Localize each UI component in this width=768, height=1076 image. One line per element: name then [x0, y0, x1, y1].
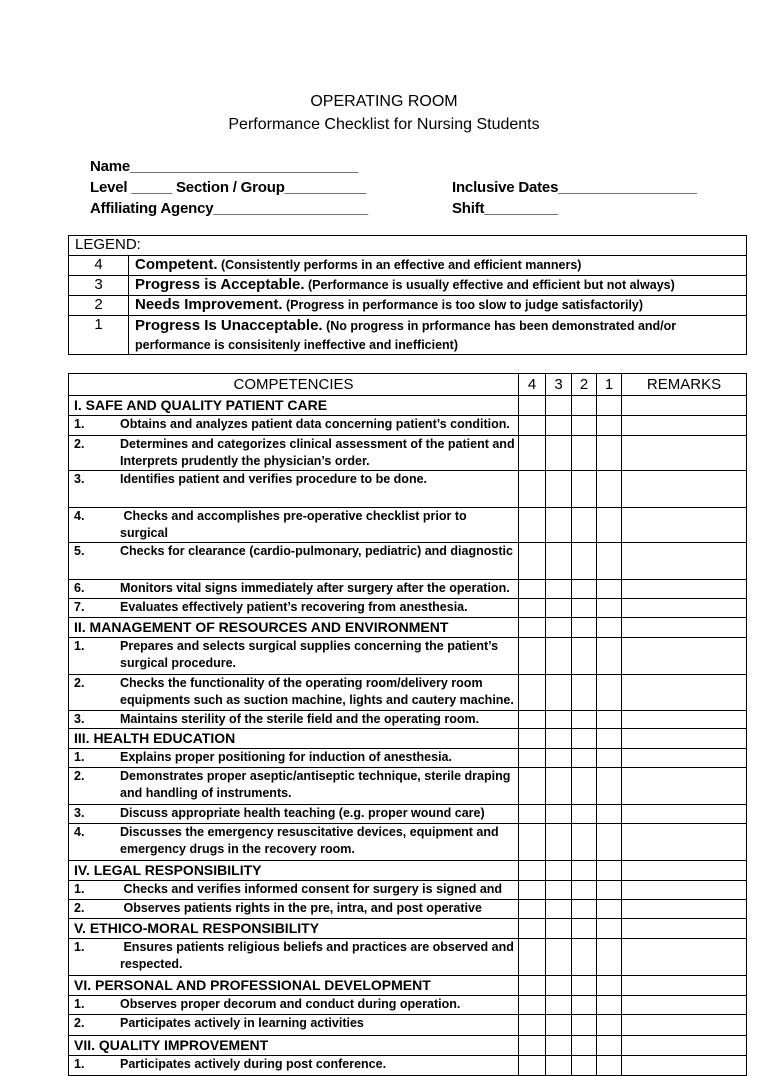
score-1-cell[interactable] [597, 599, 622, 618]
score-2-cell[interactable] [572, 900, 597, 919]
item-text: Checks the functionality of the operating room/delivery room equipments such as suction machine, lights and cautery machine. [120, 676, 514, 707]
score-4-cell[interactable] [519, 638, 546, 675]
score-2-cell[interactable] [572, 824, 597, 861]
item-text: Demonstrates proper aseptic/antiseptic technique, sterile draping and handling of instruments. [120, 769, 511, 800]
score-2-cell[interactable] [572, 768, 597, 805]
score-2-cell[interactable] [572, 543, 597, 580]
score-1-cell[interactable] [597, 881, 622, 900]
item-text: Checks for clearance (cardio-pulmonary, pediatric) and diagnostic [120, 544, 513, 558]
section-title: III. HEALTH EDUCATION [69, 729, 519, 749]
competency-row [69, 805, 747, 824]
header-competencies: COMPETENCIES [69, 374, 519, 396]
competency-row [69, 1015, 747, 1036]
score-1-cell[interactable] [597, 638, 622, 675]
legend-term: Competent. [135, 256, 218, 273]
remarks-cell[interactable] [622, 508, 747, 543]
score-2-cell[interactable] [572, 675, 597, 711]
competency-row [69, 675, 747, 711]
section-row [69, 396, 747, 416]
remarks-cell[interactable] [622, 768, 747, 805]
score-2-cell[interactable] [572, 749, 597, 768]
section-blank-cell [546, 976, 572, 996]
score-1-cell[interactable] [597, 471, 622, 508]
affiliating-agency-field[interactable]: Affiliating Agency___________________ [90, 200, 369, 217]
competency-text-cell [69, 711, 519, 729]
section-title: VII. QUALITY IMPROVEMENT [69, 1036, 519, 1056]
competency-row [69, 749, 747, 768]
item-number: 2. [74, 676, 85, 690]
score-1-cell[interactable] [597, 543, 622, 580]
score-3-cell[interactable] [546, 900, 572, 919]
remarks-cell[interactable] [622, 881, 747, 900]
competency-row [69, 638, 747, 675]
remarks-cell[interactable] [622, 543, 747, 580]
score-3-cell[interactable] [546, 599, 572, 618]
score-1-cell[interactable] [597, 939, 622, 976]
score-4-cell[interactable] [519, 436, 546, 471]
score-4-cell[interactable] [519, 881, 546, 900]
competency-text-cell [69, 1056, 519, 1076]
section-blank-cell [597, 861, 622, 881]
score-2-cell[interactable] [572, 580, 597, 599]
header-remarks: REMARKS [622, 374, 747, 396]
header-score-1: 1 [597, 374, 622, 396]
item-number: 1. [74, 940, 85, 954]
competency-text-cell [69, 749, 519, 768]
section-blank-cell [597, 396, 622, 416]
legend-num: 1 [69, 316, 129, 355]
score-4-cell[interactable] [519, 1056, 546, 1076]
item-number: 2. [74, 901, 85, 915]
remarks-cell[interactable] [622, 824, 747, 861]
item-number: 2. [74, 437, 85, 451]
score-3-cell[interactable] [546, 1015, 572, 1036]
remarks-cell[interactable] [622, 416, 747, 436]
name-field[interactable]: Name____________________________ [90, 158, 359, 175]
section-blank-cell [519, 396, 546, 416]
competency-text-cell [69, 599, 519, 618]
score-4-cell[interactable] [519, 768, 546, 805]
score-3-cell[interactable] [546, 580, 572, 599]
competency-row [69, 543, 747, 580]
remarks-cell[interactable] [622, 900, 747, 919]
section-title: VI. PERSONAL AND PROFESSIONAL DEVELOPMENT [69, 976, 519, 996]
score-1-cell[interactable] [597, 416, 622, 436]
item-number: 1. [74, 750, 85, 764]
score-2-cell[interactable] [572, 416, 597, 436]
section-blank-cell [622, 729, 747, 749]
competency-text-cell [69, 416, 519, 436]
competency-row [69, 508, 747, 543]
legend-label: LEGEND: [69, 236, 747, 256]
document-title: OPERATING ROOM [310, 93, 458, 110]
item-text: Checks and accomplishes pre-operative checklist prior to surgical [120, 509, 467, 540]
score-2-cell[interactable] [572, 881, 597, 900]
competency-text-cell [69, 900, 519, 919]
shift-field[interactable]: Shift_________ [452, 200, 558, 217]
score-1-cell[interactable] [597, 996, 622, 1015]
item-text: Observes patients rights in the pre, intra, and post operative [120, 901, 482, 915]
remarks-cell[interactable] [622, 1015, 747, 1036]
competency-row [69, 580, 747, 599]
competency-text-cell [69, 1015, 519, 1036]
competency-row [69, 900, 747, 919]
score-3-cell[interactable] [546, 471, 572, 508]
header-score-4: 4 [519, 374, 546, 396]
section-blank-cell [597, 1036, 622, 1056]
legend-row [69, 256, 747, 276]
remarks-cell[interactable] [622, 471, 747, 508]
score-1-cell[interactable] [597, 824, 622, 861]
item-text: Participates actively during post conference. [120, 1057, 387, 1071]
header-row [69, 374, 747, 396]
section-title: IV. LEGAL RESPONSIBILITY [69, 861, 519, 881]
legend-header-row [69, 236, 747, 256]
score-1-cell[interactable] [597, 805, 622, 824]
section-blank-cell [546, 729, 572, 749]
item-text: Evaluates effectively patient’s recovering from anesthesia. [120, 600, 468, 614]
section-blank-cell [519, 618, 546, 638]
score-3-cell[interactable] [546, 996, 572, 1015]
item-number: 1. [74, 639, 85, 653]
legend-num: 4 [69, 256, 129, 276]
competency-row [69, 996, 747, 1015]
legend-term: Progress is Acceptable. [135, 276, 305, 293]
score-1-cell[interactable] [597, 1056, 622, 1076]
legend-row [69, 276, 747, 296]
competency-text-cell [69, 675, 519, 711]
section-row [69, 618, 747, 638]
score-4-cell[interactable] [519, 416, 546, 436]
score-4-cell[interactable] [519, 599, 546, 618]
legend-table [68, 235, 747, 355]
remarks-cell[interactable] [622, 939, 747, 976]
score-4-cell[interactable] [519, 749, 546, 768]
competency-text-cell [69, 580, 519, 599]
section-row [69, 729, 747, 749]
competencies-table [68, 373, 747, 1076]
section-blank-cell [572, 861, 597, 881]
item-number: 6. [74, 581, 85, 595]
competency-row [69, 881, 747, 900]
competency-row [69, 471, 747, 508]
level-section-field[interactable]: Level _____ Section / Group__________ [90, 179, 367, 196]
section-row [69, 919, 747, 939]
score-1-cell[interactable] [597, 711, 622, 729]
score-3-cell[interactable] [546, 638, 572, 675]
section-blank-cell [519, 919, 546, 939]
section-blank-cell [572, 729, 597, 749]
score-3-cell[interactable] [546, 416, 572, 436]
score-1-cell[interactable] [597, 900, 622, 919]
item-number: 3. [74, 712, 85, 726]
legend-row [69, 296, 747, 316]
section-blank-cell [519, 861, 546, 881]
legend-desc: (No progress in prformance has been demonstrated and/or performance is consisitenly ineffective and inefficient) [135, 319, 677, 352]
score-4-cell[interactable] [519, 805, 546, 824]
legend-term: Progress Is Unacceptable. [135, 317, 323, 334]
score-4-cell[interactable] [519, 711, 546, 729]
item-number: 2. [74, 769, 85, 783]
section-blank-cell [546, 919, 572, 939]
score-1-cell[interactable] [597, 749, 622, 768]
legend-term: Needs Improvement. [135, 296, 283, 313]
section-blank-cell [572, 396, 597, 416]
competency-row [69, 824, 747, 861]
remarks-cell[interactable] [622, 599, 747, 618]
remarks-cell[interactable] [622, 675, 747, 711]
item-text: Checks and verifies informed consent for surgery is signed and [120, 882, 503, 896]
section-blank-cell [572, 1036, 597, 1056]
score-3-cell[interactable] [546, 939, 572, 976]
score-3-cell[interactable] [546, 824, 572, 861]
section-blank-cell [597, 919, 622, 939]
score-3-cell[interactable] [546, 711, 572, 729]
section-row [69, 976, 747, 996]
legend-desc: (Progress in performance is too slow to judge satisfactorily) [282, 298, 644, 312]
section-title: V. ETHICO-MORAL RESPONSIBILITY [69, 919, 519, 939]
item-text: Discusses the emergency resuscitative devices, equipment and emergency drugs in the recovery room. [120, 825, 499, 856]
score-1-cell[interactable] [597, 675, 622, 711]
item-number: 1. [74, 1057, 85, 1071]
item-number: 3. [74, 806, 85, 820]
score-4-cell[interactable] [519, 508, 546, 543]
item-text: Obtains and analyzes patient data concerning patient’s condition. [120, 417, 510, 431]
document-subtitle: Performance Checklist for Nursing Students [228, 116, 540, 133]
item-text: Participates actively in learning activities [120, 1016, 364, 1030]
score-3-cell[interactable] [546, 508, 572, 543]
score-3-cell[interactable] [546, 543, 572, 580]
item-text: Observes proper decorum and conduct during operation. [120, 997, 461, 1011]
section-blank-cell [546, 396, 572, 416]
section-blank-cell [622, 1036, 747, 1056]
score-1-cell[interactable] [597, 768, 622, 805]
item-text: Determines and categorizes clinical assessment of the patient and Interprets prudently the physician’s order. [120, 437, 515, 468]
section-row [69, 861, 747, 881]
legend-desc: (Performance is usually effective and efficient but not always) [304, 278, 675, 292]
item-number: 7. [74, 600, 85, 614]
section-blank-cell [519, 976, 546, 996]
competency-row [69, 599, 747, 618]
competency-row [69, 1056, 747, 1076]
header-score-2: 2 [572, 374, 597, 396]
competency-row [69, 711, 747, 729]
section-blank-cell [622, 396, 747, 416]
competency-text-cell [69, 881, 519, 900]
competency-text-cell [69, 508, 519, 543]
competency-text-cell [69, 638, 519, 675]
header-score-3: 3 [546, 374, 572, 396]
competency-row [69, 416, 747, 436]
score-2-cell[interactable] [572, 436, 597, 471]
score-2-cell[interactable] [572, 711, 597, 729]
score-3-cell[interactable] [546, 805, 572, 824]
competency-text-cell [69, 471, 519, 508]
item-text: Maintains sterility of the sterile field and the operating room. [120, 712, 480, 726]
competency-text-cell [69, 824, 519, 861]
competency-row [69, 768, 747, 805]
score-4-cell[interactable] [519, 543, 546, 580]
competency-text-cell [69, 939, 519, 976]
section-blank-cell [519, 1036, 546, 1056]
score-4-cell[interactable] [519, 471, 546, 508]
section-blank-cell [546, 861, 572, 881]
score-2-cell[interactable] [572, 1015, 597, 1036]
score-3-cell[interactable] [546, 1056, 572, 1076]
score-1-cell[interactable] [597, 1015, 622, 1036]
remarks-cell[interactable] [622, 996, 747, 1015]
score-4-cell[interactable] [519, 996, 546, 1015]
score-4-cell[interactable] [519, 939, 546, 976]
section-blank-cell [622, 976, 747, 996]
score-2-cell[interactable] [572, 1056, 597, 1076]
legend-num: 2 [69, 296, 129, 316]
legend-num: 3 [69, 276, 129, 296]
competency-text-cell [69, 805, 519, 824]
item-number: 3. [74, 472, 85, 486]
score-1-cell[interactable] [597, 436, 622, 471]
score-2-cell[interactable] [572, 939, 597, 976]
section-blank-cell [622, 618, 747, 638]
competency-row [69, 939, 747, 976]
score-3-cell[interactable] [546, 436, 572, 471]
item-number: 4. [74, 825, 85, 839]
item-number: 5. [74, 544, 85, 558]
section-blank-cell [597, 729, 622, 749]
legend-desc: (Consistently performs in an effective and efficient manners) [217, 258, 582, 272]
section-row [69, 1036, 747, 1056]
section-blank-cell [597, 618, 622, 638]
competency-text-cell [69, 543, 519, 580]
competency-text-cell [69, 996, 519, 1015]
section-blank-cell [546, 618, 572, 638]
score-1-cell[interactable] [597, 508, 622, 543]
remarks-cell[interactable] [622, 749, 747, 768]
score-2-cell[interactable] [572, 471, 597, 508]
item-text: Monitors vital signs immediately after surgery after the operation. [120, 581, 510, 595]
item-text: Explains proper positioning for induction of anesthesia. [120, 750, 452, 764]
item-number: 1. [74, 997, 85, 1011]
legend-row [69, 316, 747, 355]
score-4-cell[interactable] [519, 580, 546, 599]
score-2-cell[interactable] [572, 638, 597, 675]
item-text: Discuss appropriate health teaching (e.g. proper wound care) [120, 806, 485, 820]
score-2-cell[interactable] [572, 996, 597, 1015]
competency-text-cell [69, 436, 519, 471]
remarks-cell[interactable] [622, 711, 747, 729]
section-blank-cell [622, 861, 747, 881]
remarks-cell[interactable] [622, 805, 747, 824]
item-number: 1. [74, 417, 85, 431]
item-number: 1. [74, 882, 85, 896]
score-2-cell[interactable] [572, 805, 597, 824]
score-4-cell[interactable] [519, 675, 546, 711]
score-2-cell[interactable] [572, 599, 597, 618]
item-text: Identifies patient and verifies procedure to be done. [120, 472, 428, 486]
score-3-cell[interactable] [546, 749, 572, 768]
item-text: Prepares and selects surgical supplies concerning the patient’s surgical procedure. [120, 639, 499, 670]
competency-row [69, 436, 747, 471]
section-title: II. MANAGEMENT OF RESOURCES AND ENVIRONMENT [69, 618, 519, 638]
section-blank-cell [572, 919, 597, 939]
remarks-cell[interactable] [622, 1056, 747, 1076]
section-title: I. SAFE AND QUALITY PATIENT CARE [69, 396, 519, 416]
item-number: 4. [74, 509, 85, 523]
remarks-cell[interactable] [622, 436, 747, 471]
inclusive-dates-field[interactable]: Inclusive Dates_________________ [452, 179, 697, 196]
section-blank-cell [597, 976, 622, 996]
score-3-cell[interactable] [546, 675, 572, 711]
section-blank-cell [572, 976, 597, 996]
item-text: Ensures patients religious beliefs and practices are observed and respected. [120, 940, 514, 971]
remarks-cell[interactable] [622, 638, 747, 675]
remarks-cell[interactable] [622, 580, 747, 599]
score-2-cell[interactable] [572, 508, 597, 543]
section-blank-cell [519, 729, 546, 749]
score-3-cell[interactable] [546, 768, 572, 805]
score-4-cell[interactable] [519, 900, 546, 919]
item-number: 2. [74, 1016, 85, 1030]
score-3-cell[interactable] [546, 881, 572, 900]
score-1-cell[interactable] [597, 580, 622, 599]
section-blank-cell [622, 919, 747, 939]
score-4-cell[interactable] [519, 1015, 546, 1036]
section-blank-cell [546, 1036, 572, 1056]
score-4-cell[interactable] [519, 824, 546, 861]
section-blank-cell [572, 618, 597, 638]
competency-text-cell [69, 768, 519, 805]
